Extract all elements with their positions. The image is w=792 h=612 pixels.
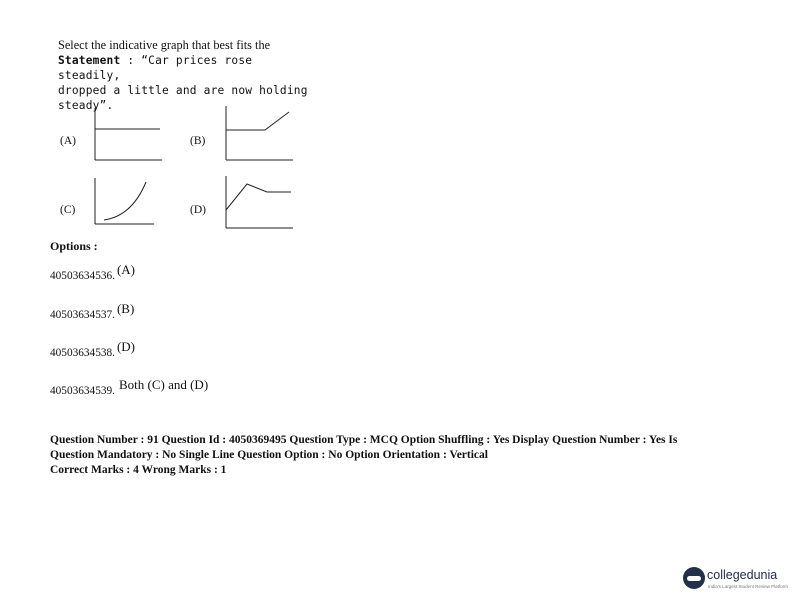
- logo-name: collegedunia: [707, 568, 778, 582]
- graph-b: [223, 106, 295, 160]
- metadata-line-1: Question Number : 91 Question Id : 4050369495 Question Type : MCQ Option Shuffling : Yes Display Question Number : Yes Is: [50, 434, 678, 446]
- question-line-3: dropped a little and are now holding: [58, 84, 308, 97]
- statement-label: Statement: [58, 54, 121, 67]
- question-text: [58, 38, 308, 113]
- option-row[interactable]: [50, 377, 209, 399]
- question-line-1: Select the indicative graph that best fits the: [58, 38, 271, 52]
- logo-mascot-icon: [683, 567, 705, 589]
- graph-label-d: (D): [190, 204, 206, 216]
- graph-d: [223, 176, 295, 228]
- graph-d-curve: [226, 184, 291, 210]
- option-row[interactable]: [50, 301, 135, 323]
- question-metadata: [50, 433, 750, 478]
- statement-text: : “Car prices rose steadily,: [58, 54, 253, 82]
- graph-label-c: (C): [60, 204, 76, 216]
- option-id: 40503634537.: [50, 309, 115, 321]
- metadata-line-2: Question Mandatory : No Single Line Question Option : No Option Orientation : Vertical: [50, 449, 488, 461]
- options-heading: Options :: [50, 239, 98, 253]
- option-value: (B): [116, 301, 135, 316]
- collegedunia-logo: [683, 565, 788, 595]
- graph-label-a: (A): [60, 135, 76, 147]
- question-line-2: [58, 53, 308, 83]
- logo-tagline: India's Largest Student Review Platform: [708, 584, 788, 589]
- option-value: (A): [116, 262, 136, 277]
- option-row[interactable]: [50, 262, 136, 284]
- option-id: 40503634538.: [50, 347, 115, 359]
- option-id: 40503634536.: [50, 270, 115, 282]
- option-id: 40503634539.: [50, 385, 115, 397]
- option-value: (D): [116, 339, 136, 354]
- question-line-4: steady”.: [58, 99, 114, 112]
- option-row[interactable]: [50, 339, 136, 361]
- graph-c-curve: [104, 182, 146, 220]
- option-value: Both (C) and (D): [118, 377, 209, 392]
- metadata-line-3: Correct Marks : 4 Wrong Marks : 1: [50, 464, 227, 476]
- graph-a: [92, 108, 164, 160]
- graph-label-b: (B): [190, 135, 206, 147]
- graph-c: [92, 178, 164, 226]
- graph-b-curve: [226, 112, 289, 130]
